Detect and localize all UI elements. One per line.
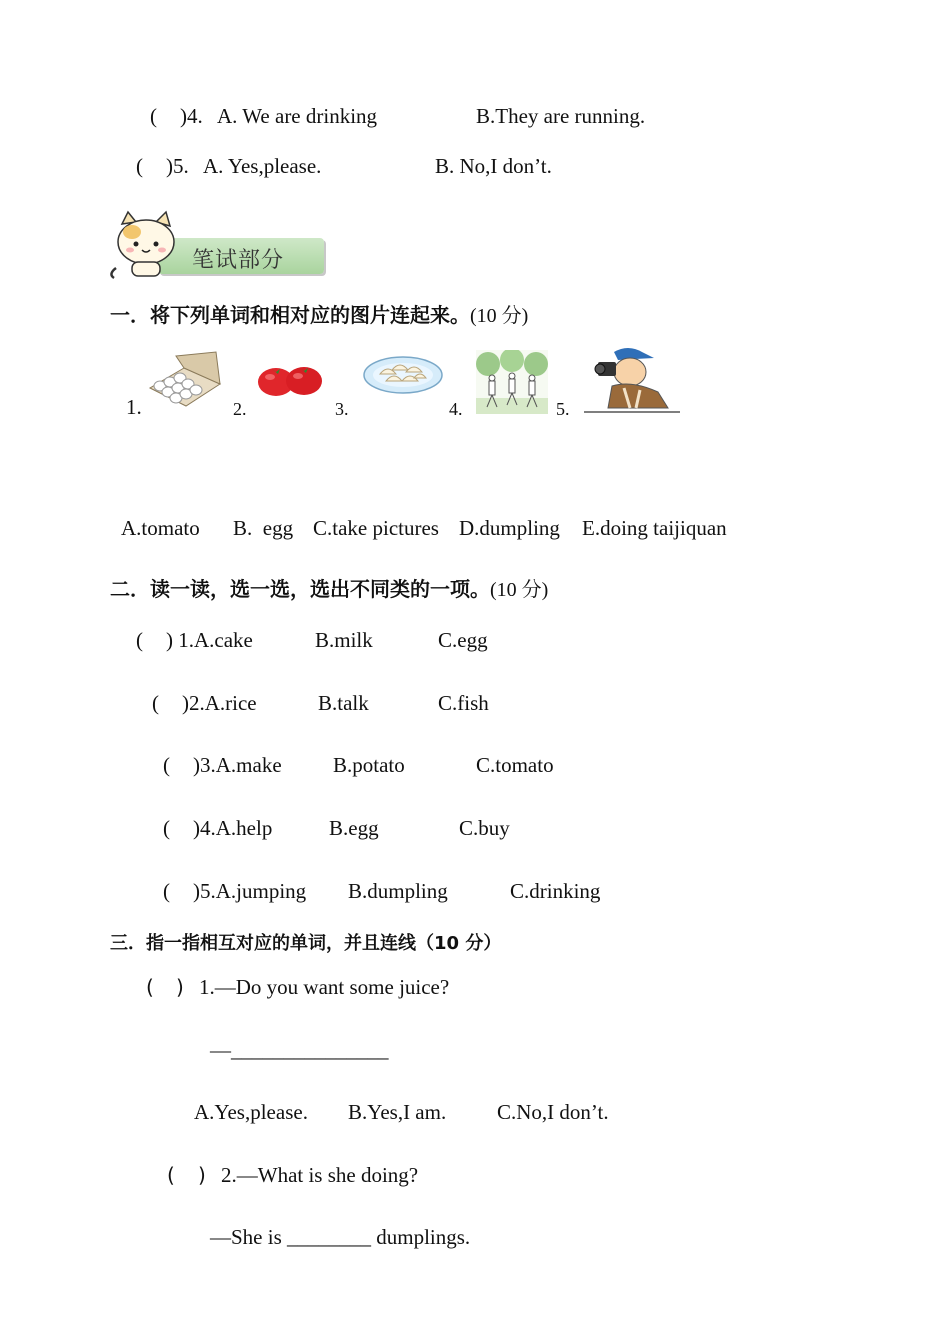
cat-mascot-icon [108,210,188,282]
p3-q1-answer-blank: —_______________ [210,1038,389,1062]
p2-paren-1: ( [136,628,143,652]
p2-q1-c: C.egg [438,628,488,652]
option-e: E.doing taijiquan [582,516,727,540]
p3-q2-answer: —She is ________ dumplings. [210,1225,471,1249]
p3-q1-option-b: B.Yes,I am. [348,1100,447,1124]
p2-q1-b: B.milk [315,628,373,652]
dumpling-plate-icon [362,354,444,396]
picture-number-3: 3. [335,399,349,419]
q4-option-a: A. We are drinking [217,104,378,128]
p2-q3-c: C.tomato [476,753,554,777]
p3-q1-open-paren: ( [146,975,154,999]
p3-q1-close-paren: ) [176,975,184,999]
p2-q1-a: ) 1.A.cake [166,628,253,652]
p2-q5-c: C.drinking [510,879,601,903]
p3-q2-close-paren: ) [198,1163,206,1187]
p3-q1-option-c: C.No,I don’t. [497,1100,609,1124]
section-banner [108,210,328,282]
paren-q5: ( [136,154,143,178]
part2-heading: 二．读一读，选一选，选出不同类的一项。(10 分) [110,577,549,601]
p2-paren-4: ( [163,816,170,840]
p2-q4-c: C.buy [459,816,510,840]
q5-option-a: A. Yes,please. [203,154,322,178]
p3-q1-option-a: A.Yes,please. [194,1100,308,1124]
q4-number: )4. [180,104,203,128]
p2-q5-a: )5.A.jumping [193,879,307,903]
taijiquan-group-icon [476,350,548,414]
picture-number-2: 2. [233,399,247,419]
p2-q2-b: B.talk [318,691,369,715]
paren-q4: ( [150,104,157,128]
q5-number: )5. [166,154,189,178]
p2-q3-b: B.potato [333,753,405,777]
part3-heading: 三．指一指相互对应的单词，并且连线（10 分） [110,933,502,954]
q4-option-b: B.They are running. [476,104,646,128]
option-b: B. egg [233,516,294,540]
p3-q2-question: 2.—What is she doing? [221,1163,419,1187]
part1-heading: 一．将下列单词和相对应的图片连起来。(10 分) [110,303,529,327]
p2-q2-c: C.fish [438,691,489,715]
p2-paren-5: ( [163,879,170,903]
p3-q1-question: 1.—Do you want some juice? [199,975,450,999]
p2-q4-b: B.egg [329,816,379,840]
q5-option-b: B. No,I don’t. [435,154,552,178]
option-a: A.tomato [121,516,200,540]
p2-q5-b: B.dumpling [348,879,448,903]
option-c: C.take pictures [313,516,439,540]
picture-number-5: 5. [556,399,570,419]
p2-q3-a: )3.A.make [193,753,282,777]
p2-paren-2: ( [152,691,159,715]
banner-title: 笔试部分 [192,248,285,273]
picture-number-4: 4. [449,399,463,419]
tomato-icon [256,360,326,398]
p2-q4-a: )4.A.help [193,816,273,840]
photographer-icon [584,346,680,414]
p3-q2-open-paren: ( [167,1163,175,1187]
egg-carton-icon [146,348,222,408]
option-d: D.dumpling [459,516,560,540]
p2-q2-a: )2.A.rice [182,691,257,715]
picture-number-1: 1. [126,395,142,419]
p2-paren-3: ( [163,753,170,777]
